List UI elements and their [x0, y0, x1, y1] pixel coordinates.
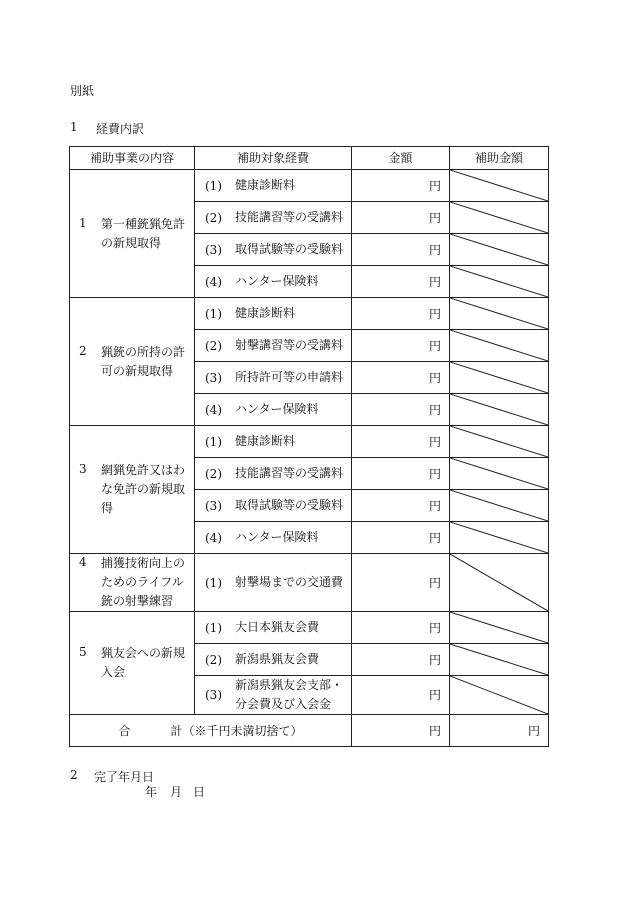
- table-row: [70, 170, 549, 202]
- expense-label: 大日本猟友会費: [235, 620, 320, 634]
- date-year-label: 年: [145, 785, 158, 799]
- table-header-row: [70, 147, 549, 170]
- project-content-cell: [70, 298, 195, 426]
- header-eligible-expense: 補助対象経費: [195, 147, 352, 170]
- expense-item: [205, 304, 345, 323]
- expense-number: (1): [205, 306, 222, 321]
- amount-cell: 円: [352, 362, 450, 394]
- expense-item: [205, 368, 345, 387]
- expense-number: (4): [205, 402, 222, 417]
- amount-cell: 円: [352, 266, 450, 298]
- subsidy-cell-struck: [450, 362, 549, 394]
- project-number: 1: [79, 215, 87, 230]
- header-project-content: 補助事業の内容: [70, 147, 195, 170]
- table-row: [70, 298, 549, 330]
- diagonal-strike-line: [450, 644, 548, 675]
- subsidy-cell-struck: [450, 612, 549, 644]
- amount-cell: 円: [352, 170, 450, 202]
- diagonal-strike-line: [450, 676, 548, 714]
- project-number: 2: [79, 343, 87, 358]
- subsidy-cell-struck: [450, 458, 549, 490]
- diagonal-strike-line: [450, 612, 548, 643]
- header-amount: 金額: [352, 147, 450, 170]
- expense-label: 射撃講習等の受講料: [235, 338, 344, 352]
- section-1-heading: 経費内訳: [96, 122, 145, 136]
- project-number: 3: [79, 462, 87, 476]
- subsidy-cell-struck: [450, 394, 549, 426]
- expense-cell: [195, 426, 352, 458]
- amount-cell: 円: [352, 644, 450, 676]
- expense-number: (1): [205, 620, 222, 635]
- subsidy-cell-struck: [450, 202, 549, 234]
- diagonal-strike-line: [450, 170, 548, 201]
- expense-label: 健康診断料: [235, 434, 296, 448]
- diagonal-strike-line: [450, 234, 548, 265]
- table-row: [70, 426, 549, 458]
- project-content-cell: [70, 612, 195, 715]
- amount-cell: 円: [352, 458, 450, 490]
- expense-label: 所持許可等の申請料: [235, 370, 344, 384]
- expense-cell: [195, 330, 352, 362]
- amount-cell: 円: [352, 426, 450, 458]
- section-2-heading: 完了年月日: [94, 770, 155, 784]
- amount-cell: 円: [352, 554, 450, 612]
- page-title: 別紙: [70, 84, 95, 98]
- project-content: [79, 644, 188, 682]
- expense-cell: [195, 490, 352, 522]
- expense-label: ハンター保険料: [235, 402, 319, 416]
- expense-label: 新潟県猟友会費: [235, 652, 320, 666]
- subsidy-cell-struck: [450, 426, 549, 458]
- total-label-a: 合: [118, 723, 131, 738]
- expense-number: (2): [205, 210, 222, 225]
- expense-cell: [195, 676, 352, 715]
- project-name: 猟銃の所持の許可の新規取得: [101, 344, 186, 378]
- diagonal-strike-line: [450, 458, 548, 489]
- date-month-label: 月: [170, 785, 183, 799]
- amount-cell: 円: [352, 202, 450, 234]
- expense-label: 健康診断料: [235, 306, 296, 320]
- expense-item: [205, 272, 345, 291]
- header-subsidy-amount: 補助金額: [450, 147, 549, 170]
- expense-item: [205, 618, 345, 637]
- diagonal-strike-line: [450, 266, 548, 297]
- expense-number: (2): [205, 466, 222, 481]
- expense-number: (1): [205, 575, 222, 590]
- expense-cell: [195, 234, 352, 266]
- subsidy-cell-struck: [450, 266, 549, 298]
- expense-number: (2): [205, 652, 222, 667]
- amount-cell: 円: [352, 330, 450, 362]
- project-name: 第一種銃猟免許の新規取得: [101, 216, 186, 250]
- expense-number: (4): [205, 274, 222, 289]
- expense-cell: [195, 298, 352, 330]
- total-subsidy-cell: 円: [450, 715, 549, 747]
- amount-cell: 円: [352, 522, 450, 554]
- expense-label: ハンター保険料: [235, 274, 319, 288]
- expense-number: (3): [205, 242, 222, 257]
- project-content-cell: [70, 554, 195, 612]
- expense-label: 技能講習等の受講料: [235, 210, 344, 224]
- diagonal-strike-line: [450, 554, 548, 611]
- amount-cell: 円: [352, 298, 450, 330]
- expense-item: [205, 240, 345, 259]
- expense-item: [205, 650, 345, 669]
- expense-number: (4): [205, 530, 222, 545]
- subsidy-cell-struck: [450, 490, 549, 522]
- expense-cell: [195, 458, 352, 490]
- expense-number: (3): [205, 370, 222, 385]
- diagonal-strike-line: [450, 298, 548, 329]
- expense-cell: [195, 170, 352, 202]
- expense-cell: [195, 394, 352, 426]
- diagonal-strike-line: [450, 330, 548, 361]
- expense-label: 取得試験等の受験料: [235, 242, 344, 256]
- expense-number: (1): [205, 434, 222, 449]
- expense-item: [205, 528, 345, 547]
- subsidy-cell-struck: [450, 676, 549, 715]
- project-content-cell: [70, 170, 195, 298]
- project-content: [79, 343, 188, 381]
- expense-number: (2): [205, 338, 222, 353]
- expense-label: 新潟県猟友会支部・分会費及び入会金: [235, 678, 344, 711]
- project-name: 猟友会への新規入会: [101, 646, 186, 679]
- expense-cell: [195, 612, 352, 644]
- expense-cell: [195, 522, 352, 554]
- diagonal-strike-line: [450, 362, 548, 393]
- total-label-cell: [70, 715, 352, 747]
- expense-number: (3): [205, 688, 222, 702]
- subsidy-cell-struck: [450, 298, 549, 330]
- expense-label: ハンター保険料: [235, 530, 319, 544]
- subsidy-cell-struck: [450, 644, 549, 676]
- table-row: [70, 554, 549, 612]
- subsidy-cell-struck: [450, 170, 549, 202]
- expense-label: 技能講習等の受講料: [235, 466, 344, 480]
- date-day-label: 日: [193, 785, 206, 799]
- amount-cell: 円: [352, 394, 450, 426]
- amount-cell: 円: [352, 490, 450, 522]
- expense-item: [205, 176, 345, 195]
- expense-item: [205, 400, 345, 419]
- subsidy-cell-struck: [450, 330, 549, 362]
- project-content-cell: [70, 426, 195, 554]
- project-number: 4: [79, 555, 87, 569]
- expense-number: (1): [205, 178, 222, 193]
- expense-item: [205, 336, 345, 355]
- expense-number: (3): [205, 498, 222, 513]
- diagonal-strike-line: [450, 202, 548, 233]
- amount-cell: 円: [352, 612, 450, 644]
- subsidy-cell-struck: [450, 234, 549, 266]
- project-content: [79, 554, 188, 611]
- amount-cell: 円: [352, 234, 450, 266]
- project-name: 捕獲技術向上のためのライフル銃の射撃練習: [101, 556, 186, 608]
- expense-cell: [195, 362, 352, 394]
- expense-item: [205, 432, 345, 451]
- diagonal-strike-line: [450, 522, 548, 553]
- project-name: 網猟免許又はわな免許の新規取得: [101, 463, 186, 515]
- expense-item: [205, 676, 345, 714]
- project-content: [79, 461, 188, 518]
- project-number: 5: [79, 645, 87, 659]
- table-row: [70, 612, 549, 644]
- total-label-b: 計（※千円未満切捨て）: [170, 723, 303, 738]
- section-1-number: 1: [70, 120, 78, 134]
- diagonal-strike-line: [450, 490, 548, 521]
- total-amount-cell: 円: [352, 715, 450, 747]
- diagonal-strike-line: [450, 394, 548, 425]
- subsidy-cell-struck: [450, 522, 549, 554]
- expense-label: 取得試験等の受験料: [235, 498, 344, 512]
- expense-item: [205, 208, 345, 227]
- expense-cell: [195, 266, 352, 298]
- expense-item: [205, 573, 345, 592]
- expense-item: [205, 464, 345, 483]
- project-content: [79, 215, 188, 253]
- total-row: [70, 715, 549, 747]
- expense-label: 健康診断料: [235, 178, 296, 192]
- section-2-number: 2: [70, 768, 78, 782]
- expense-cell: [195, 644, 352, 676]
- expense-item: [205, 496, 345, 515]
- expense-cell: [195, 554, 352, 612]
- subsidy-cell-struck: [450, 554, 549, 612]
- expense-label: 射撃場までの交通費: [235, 575, 344, 589]
- diagonal-strike-line: [450, 426, 548, 457]
- expense-breakdown-table: [69, 146, 549, 747]
- expense-cell: [195, 202, 352, 234]
- amount-cell: 円: [352, 676, 450, 715]
